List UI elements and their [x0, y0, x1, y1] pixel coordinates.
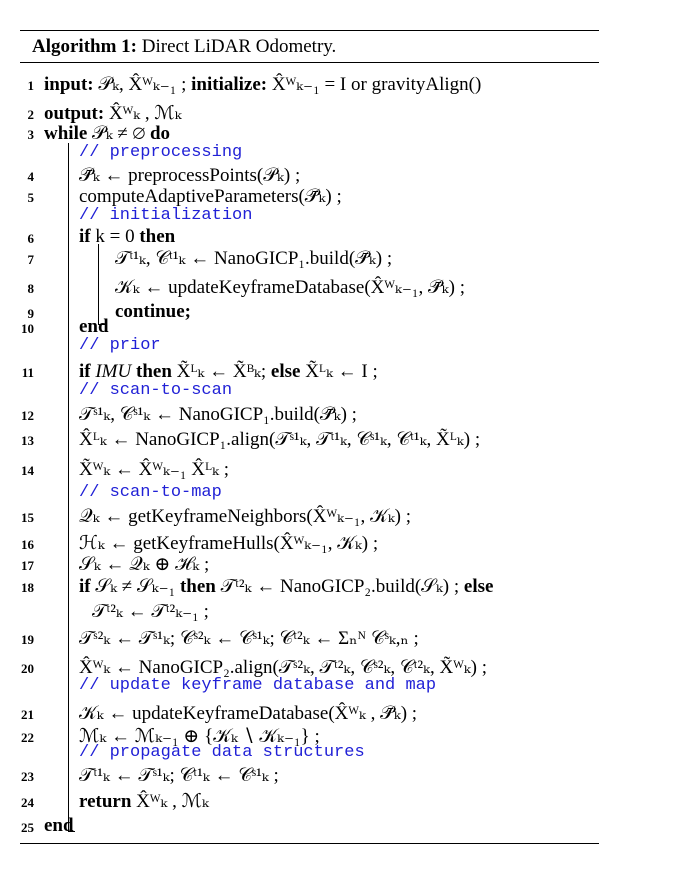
token: ≠ — [121, 576, 133, 597]
keyword: then — [136, 361, 172, 382]
token: 𝒫̄ₖ — [79, 165, 100, 186]
token: = — [324, 74, 336, 95]
token: ; — [474, 429, 481, 450]
token: ≠ — [117, 123, 128, 144]
token: IMU — [95, 361, 132, 382]
bottom-rule — [20, 843, 599, 844]
token: ← — [214, 765, 234, 786]
token: ; — [314, 726, 320, 747]
token: ; — [351, 404, 357, 425]
token: 𝒮ₖ — [95, 576, 117, 597]
token: , — [370, 703, 376, 724]
token: ← — [104, 506, 124, 527]
token: 𝒞ˢ¹ₖ — [119, 404, 151, 425]
token: X̃ᴸₖ — [305, 361, 333, 382]
token: ; — [372, 361, 378, 382]
statement-text — [79, 702, 417, 725]
token: ← — [190, 248, 210, 269]
line-number: 11 — [21, 365, 34, 380]
token: = — [109, 226, 121, 247]
top-rule — [20, 30, 599, 31]
line-number: 10 — [21, 321, 34, 336]
token: ℋₖ — [175, 554, 200, 575]
token: ← — [104, 165, 124, 186]
comment-text: // initialization — [79, 206, 253, 225]
token: 𝒞ˢ²ₖ — [179, 628, 211, 649]
token: 𝒯ˢ¹ₖ; — [138, 628, 176, 649]
token: ; — [481, 657, 488, 678]
token: 𝒦ₖ₋₁} — [259, 726, 310, 747]
token: ; — [372, 533, 379, 554]
token: I — [361, 361, 368, 382]
token: 𝒞ᵗ¹ₖ — [155, 248, 186, 269]
line-number: 8 — [27, 281, 34, 296]
comment-text: // prior — [79, 336, 161, 355]
statement-text — [79, 458, 229, 481]
statement-text — [115, 276, 465, 299]
token: 𝒯ᵗ²ₖ, — [319, 657, 356, 678]
token: NanoGICP₂.build(𝒮ₖ) — [279, 576, 450, 597]
comment-text: // scan-to-map — [79, 483, 222, 502]
keyword: if — [79, 361, 91, 382]
token: 𝒯ᵗ²ₖ — [92, 601, 123, 622]
token: 0 — [125, 226, 135, 247]
statement-text — [92, 600, 209, 623]
statement-text — [79, 553, 209, 576]
token: updateKeyframeDatabase(X̂ᵂₖ — [132, 703, 366, 724]
token: ← — [108, 703, 128, 724]
keyword: else — [270, 361, 301, 382]
token: ; — [459, 277, 465, 298]
token: 𝒮ₖ — [79, 554, 101, 575]
token: 𝒞ˢₖ,ₙ — [370, 628, 409, 649]
token: updateKeyframeDatabase(X̂ᵂₖ₋₁, — [168, 277, 424, 298]
token: Σₙᴺ — [338, 628, 367, 649]
token: 𝒫̄ₖ) — [427, 277, 455, 298]
token: ∅ — [132, 123, 146, 144]
line-number: 2 — [27, 107, 34, 122]
token: ← — [105, 554, 125, 575]
token: I — [339, 74, 347, 95]
statement-text — [79, 316, 109, 338]
token: 𝒯ᵗ²ₖ — [220, 576, 252, 597]
line-number: 25 — [21, 820, 34, 835]
token: 𝒬ₖ — [129, 554, 150, 575]
token: ; — [405, 506, 412, 527]
token: ← — [154, 404, 174, 425]
keyword: if — [79, 576, 91, 597]
token: ← — [114, 628, 134, 649]
token: ← — [127, 601, 147, 622]
token: ℳₖ₋₁ — [134, 726, 179, 747]
keyword: do — [149, 123, 171, 144]
token: X̃ᴸₖ — [176, 361, 205, 382]
token: 𝒯ᵗ²ₖ₋₁ — [151, 601, 199, 622]
line-number: 1 — [27, 78, 34, 93]
line-number: 12 — [21, 408, 34, 423]
token: ← — [209, 361, 229, 382]
token: 𝒞ᵗ²ₖ — [279, 628, 310, 649]
token: 𝒯ˢ²ₖ — [79, 628, 111, 649]
statement-text — [79, 403, 357, 426]
keyword: end — [79, 316, 109, 337]
line-number: 15 — [21, 510, 34, 525]
token: ← — [109, 533, 129, 554]
token: NanoGICP₂.align(𝒯ˢ²ₖ, — [138, 657, 315, 678]
token: 𝒞ˢ²ₖ, — [359, 657, 396, 678]
statement-text — [44, 73, 481, 96]
token: ; — [203, 601, 209, 622]
token: X̂ᵂₖ — [79, 657, 111, 678]
token: k — [95, 226, 105, 247]
keyword: continue; — [115, 301, 191, 322]
keyword: initialize: — [191, 74, 268, 95]
token: 𝒯ˢ¹ₖ, — [79, 404, 115, 425]
token: gravityAlign() — [371, 74, 482, 95]
token: ; — [203, 554, 210, 575]
while-block-bar — [68, 143, 69, 831]
keyword: return — [79, 791, 132, 812]
token: 𝒞ˢ¹ₖ, — [356, 429, 392, 450]
token: 𝒫ₖ, — [98, 74, 124, 95]
token: getKeyframeHulls(X̂ᵂₖ₋₁, — [133, 533, 333, 554]
token: ⊕ — [154, 554, 171, 575]
token: X̂ᵂₖ — [108, 103, 141, 124]
line-number: 22 — [21, 730, 34, 745]
token: ← — [114, 459, 134, 480]
token: preprocessPoints(𝒫ₖ) — [128, 165, 291, 186]
line-number: 13 — [21, 433, 34, 448]
statement-text — [115, 301, 191, 323]
keyword: end — [44, 815, 74, 836]
token: ← — [111, 429, 131, 450]
statement-text — [79, 532, 378, 555]
token: 𝒦ₖ — [115, 277, 140, 298]
line-number: 21 — [21, 707, 34, 722]
token: ℳₖ — [181, 791, 209, 812]
token: ; — [294, 165, 301, 186]
statement-text — [79, 360, 378, 383]
token: 𝒦ₖ — [79, 703, 104, 724]
keyword: else — [463, 576, 494, 597]
token: ⊕ — [183, 726, 200, 747]
line-number: 18 — [21, 580, 34, 595]
keyword: while — [44, 123, 88, 144]
statement-text — [79, 764, 279, 787]
while-block-end-tick — [68, 831, 75, 832]
token: ; — [223, 459, 229, 480]
token: ; — [386, 248, 393, 269]
token: X̂ᵂₖ₋₁ — [128, 74, 177, 95]
keyword: if — [79, 226, 91, 247]
token: 𝒦ₖ) — [337, 533, 369, 554]
token: ; — [453, 576, 460, 597]
token: 𝒯ᵗ¹ₖ — [79, 765, 110, 786]
token: X̂ᵂₖ — [136, 791, 168, 812]
token: or — [351, 74, 367, 95]
line-number: 14 — [21, 463, 34, 478]
comment-text: // propagate data structures — [79, 743, 365, 762]
token: , — [172, 791, 177, 812]
statement-text — [79, 627, 419, 650]
token: 𝒯ˢ¹ₖ; — [138, 765, 175, 786]
token: X̂ᵂₖ₋₁ — [138, 459, 187, 480]
token: X̂ᴸₖ — [191, 459, 219, 480]
keyword: output: — [44, 103, 105, 124]
token: X̂ᵂₖ₋₁ — [271, 74, 320, 95]
line-number: 24 — [21, 795, 34, 810]
token: , — [144, 103, 150, 124]
token: ; — [273, 765, 279, 786]
token: ← — [256, 576, 276, 597]
line-number: 20 — [21, 661, 34, 676]
statement-text — [79, 790, 209, 813]
token: ← — [114, 765, 134, 786]
comment-text: // preprocessing — [79, 143, 243, 162]
line-number: 16 — [21, 537, 34, 552]
token: 𝒞ᵗ¹ₖ, — [396, 429, 432, 450]
token: ; — [413, 628, 419, 649]
statement-text — [79, 505, 411, 528]
statement-text — [44, 815, 74, 837]
token: X̃ᵂₖ) — [439, 657, 477, 678]
statement-text — [79, 575, 493, 598]
statement-text — [115, 247, 392, 270]
token: computeAdaptiveParameters(𝒫̄ₖ) — [79, 186, 332, 207]
token: 𝒞ᵗ¹ₖ — [179, 765, 210, 786]
token: NanoGICP₁.build(𝒫̄ₖ) — [213, 248, 383, 269]
statement-text — [79, 185, 342, 208]
statement-text — [79, 164, 300, 187]
statement-text — [79, 428, 480, 451]
token: 𝒮ₖ₋₁ — [136, 576, 176, 597]
comment-text: // scan-to-scan — [79, 381, 233, 400]
token: NanoGICP₁.build(𝒫̄ₖ) — [178, 404, 347, 425]
token: ; — [336, 186, 342, 207]
line-number: 3 — [27, 127, 34, 142]
if-block-end-tick — [98, 324, 105, 325]
keyword: input: — [44, 74, 94, 95]
token: ← — [144, 277, 164, 298]
algorithm-label: Algorithm 1: — [32, 36, 138, 57]
token: ← — [337, 361, 357, 382]
statement-text — [79, 226, 175, 248]
token: NanoGICP₁.align(𝒯ˢ¹ₖ, — [135, 429, 312, 450]
token: ; — [411, 703, 418, 724]
algorithm-caption — [32, 36, 336, 58]
token: X̃ᴸₖ) — [436, 429, 471, 450]
comment-text: // update keyframe database and map — [79, 676, 437, 695]
token: X̂ᴸₖ — [79, 429, 107, 450]
statement-text — [44, 122, 170, 145]
token: ← — [111, 726, 130, 747]
token: ℋₖ — [79, 533, 105, 554]
token: 𝒫̄ₖ) — [380, 703, 408, 724]
token: 𝒦ₖ) — [370, 506, 401, 527]
line-number: 6 — [27, 231, 34, 246]
line-number: 4 — [27, 169, 34, 184]
token: ; — [181, 74, 187, 95]
caption-rule — [20, 62, 599, 63]
token: X̃ᵂₖ — [79, 459, 111, 480]
line-number: 5 — [27, 190, 34, 205]
token: X̃ᴮₖ; — [232, 361, 267, 382]
token: 𝒬ₖ — [79, 506, 100, 527]
line-number: 7 — [27, 252, 34, 267]
token: 𝒞ᵗ²ₖ, — [399, 657, 435, 678]
if-block-bar — [98, 244, 99, 324]
line-number: 9 — [27, 306, 34, 321]
token: ← — [215, 628, 235, 649]
token: getKeyframeNeighbors(X̂ᵂₖ₋₁, — [128, 506, 366, 527]
line-number: 19 — [21, 632, 34, 647]
algorithm-title: Direct LiDAR Odometry. — [141, 36, 337, 57]
token: ← — [314, 628, 334, 649]
keyword: then — [139, 226, 176, 247]
line-number: 23 — [21, 769, 34, 784]
token: 𝒞ˢ¹ₖ — [238, 765, 269, 786]
token: ← — [114, 657, 134, 678]
token: ℳₖ — [154, 103, 182, 124]
token: 𝒯ᵗ¹ₖ, — [316, 429, 352, 450]
token: 𝒞ˢ¹ₖ; — [238, 628, 275, 649]
line-number: 17 — [21, 558, 34, 573]
token: ∖ — [242, 726, 255, 747]
token: {𝒦ₖ — [204, 726, 238, 747]
token: 𝒫ₖ — [92, 123, 113, 144]
token: 𝒯ᵗ¹ₖ, — [115, 248, 151, 269]
token: ℳₖ — [79, 726, 107, 747]
keyword: then — [179, 576, 216, 597]
